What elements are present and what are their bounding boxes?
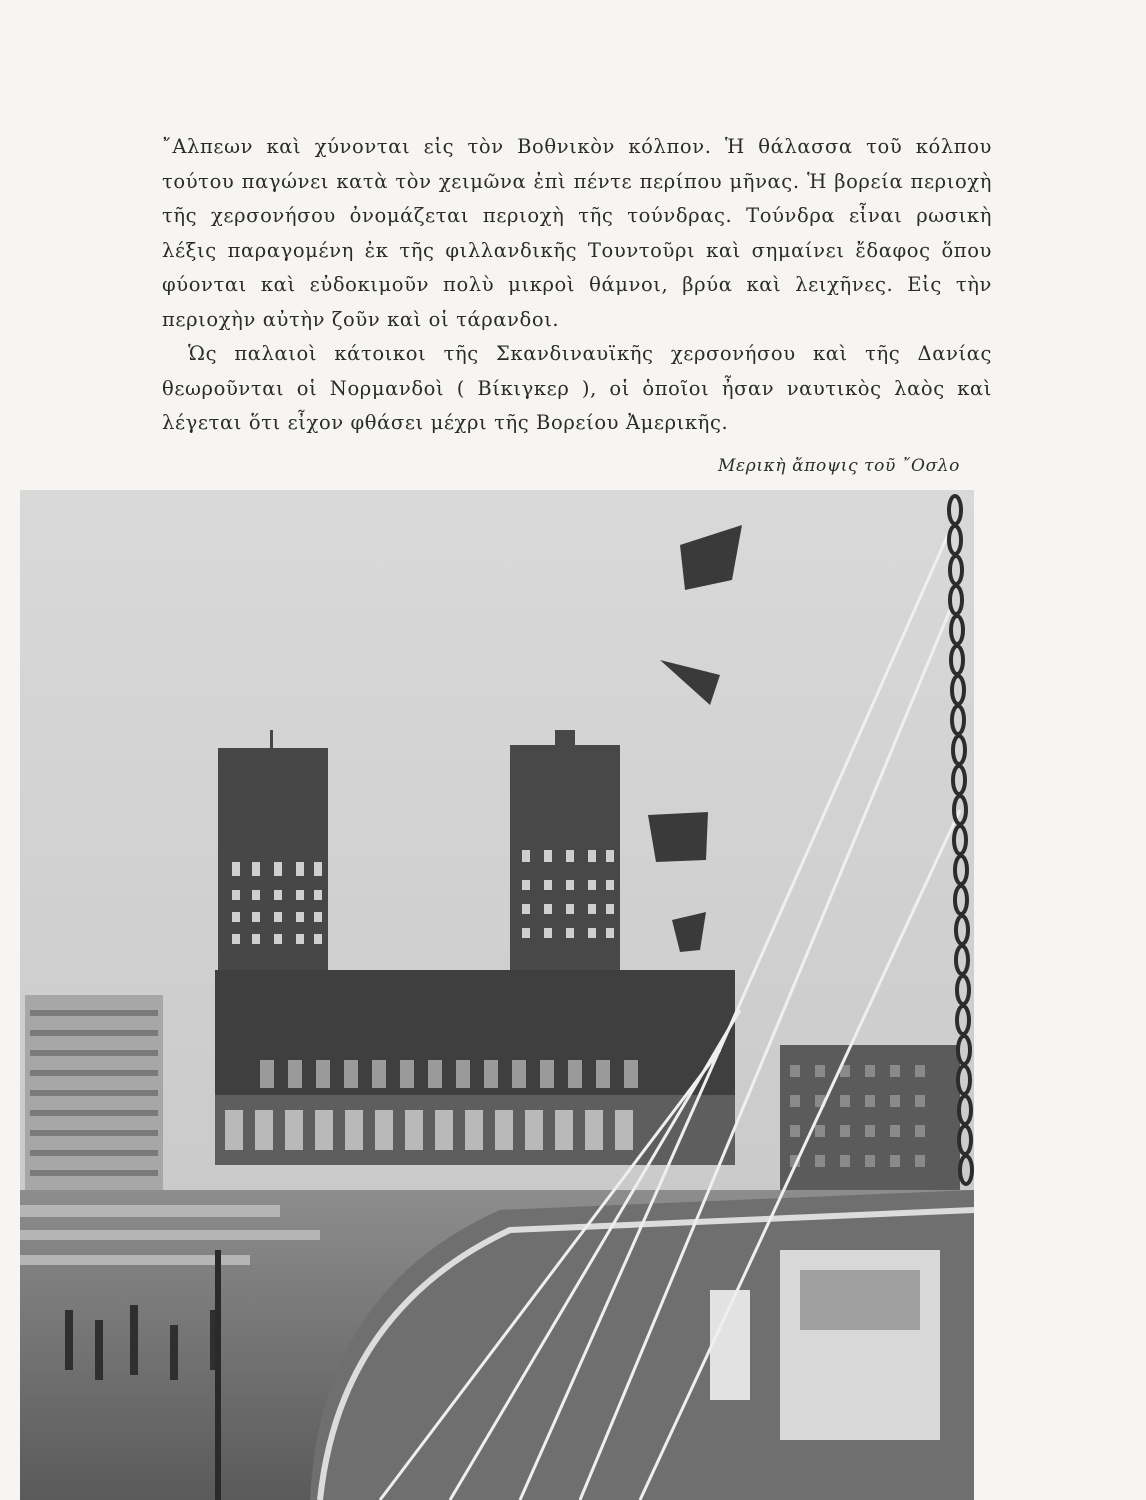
paragraph-1: ῎Αλπεων καὶ χύνονται εἰς τὸν Βοθνικὸν κόλπον. Ἡ θάλασσα τοῦ κόλπου τούτου παγώνει κατὰ τὸν χειμῶνα ἐπὶ πέντε περίπου μῆνας. Ἡ βορεία περιοχὴ τῆς χερσονήσου ὀνομάζεται περιοχὴ τῆς τούνδρας. Τούνδρα εἶναι ρωσικὴ λέξις παραγομένη ἐκ τῆς φιλλανδικῆς Τουντοῦρι καὶ σημαίνει ἔδαφος ὅπου φύονται καὶ εὐδοκιμοῦν πολὺ μικροὶ θάμνοι, βρύα καὶ λειχῆνες. Εἰς τὴν περιοχὴν αὐτὴν ζοῦν καὶ οἱ τάρανδοι. [162,135,992,331]
photo-caption: Μερικὴ ἄποψις τοῦ ῎Οσλο [718,456,960,476]
body-text [162,130,992,441]
paragraph-2: Ὡς παλαιοὶ κάτοικοι τῆς Σκανδιναυϊκῆς χερσονήσου καὶ τῆς Δανίας θεωροῦνται οἱ Νορμανδοὶ ( Βίκιγκερ ), οἱ ὁποῖοι ἦσαν ναυτικὸς λαὸς καὶ λέγεται ὅτι εἶχον φθάσει μέχρι τῆς Βορείου Ἀμερικῆς. [162,342,992,434]
left-office-building [25,995,163,1195]
oslo-harbour-photo [20,490,974,1500]
